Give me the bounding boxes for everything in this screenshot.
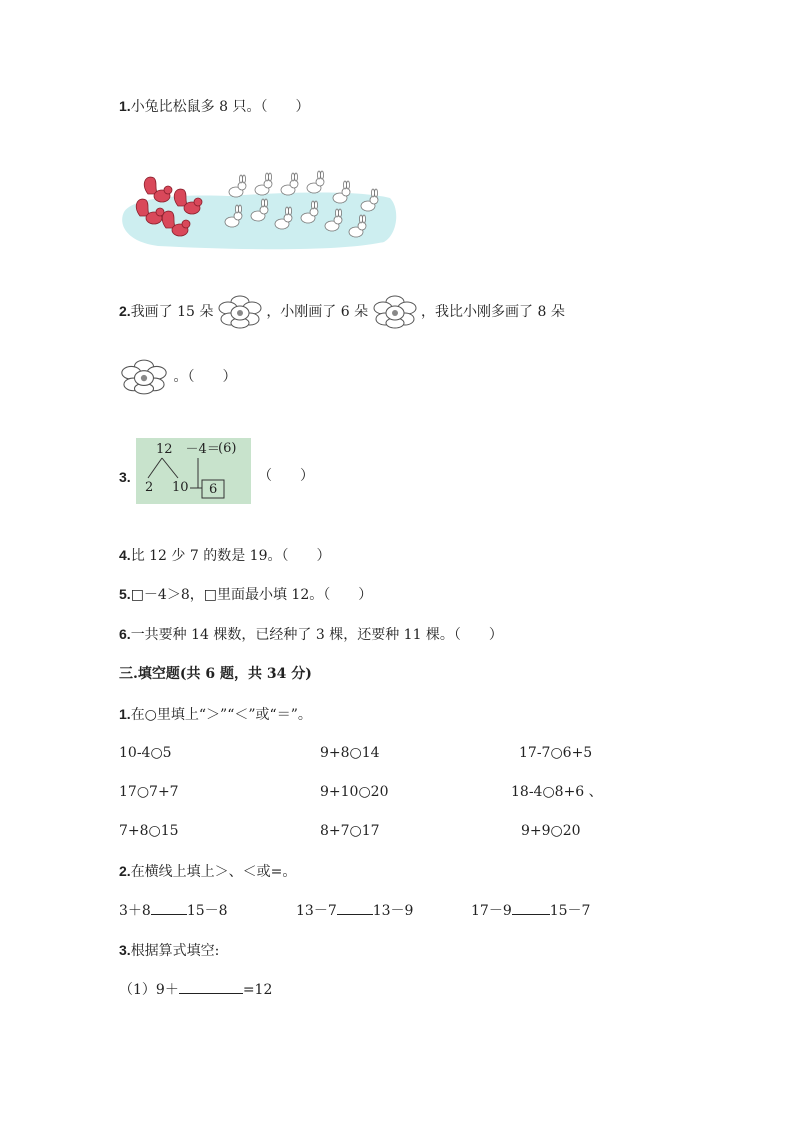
answer-blank[interactable] bbox=[337, 900, 373, 915]
question-text: ，我比小刚多画了 8 朵 bbox=[421, 304, 565, 320]
question-3-number: 3. bbox=[119, 469, 131, 485]
answer-paren: （ ） bbox=[258, 468, 314, 484]
diagram-result: (6) bbox=[218, 441, 237, 456]
compare-blank-item: 3＋8 15－8 bbox=[119, 900, 228, 921]
question-text: 一共要种 14 棵数，已经种了 3 棵，还要种 11 棵。（ ） bbox=[130, 627, 503, 643]
fill-question-1: 1.在○里填上“＞”“＜”或“＝”。 bbox=[119, 706, 312, 723]
compare-item: 7+8○15 bbox=[119, 823, 179, 839]
flower-icon bbox=[373, 294, 417, 330]
question-text: ，小刚画了 6 朵 bbox=[266, 304, 369, 320]
diagram-mid-part: 10 bbox=[172, 480, 189, 495]
squirrels-rabbits-illustration bbox=[118, 168, 398, 250]
question-text: 在○里填上“＞”“＜”或“＝”。 bbox=[130, 707, 312, 723]
flower-icon bbox=[119, 358, 169, 396]
question-2 bbox=[119, 294, 565, 330]
question-text: 比 12 少 7 的数是 19。（ ） bbox=[130, 548, 331, 564]
answer-blank[interactable] bbox=[151, 900, 187, 915]
fill-sub-question-1: （1）9＋ =12 bbox=[119, 979, 272, 1000]
compare-item: 9+10○20 bbox=[320, 784, 389, 800]
question-text: 在横线上填上＞、＜或=。 bbox=[130, 864, 297, 880]
compare-item: 17-7○6+5 bbox=[519, 745, 593, 761]
answer-blank[interactable] bbox=[512, 900, 550, 915]
compare-item: 17○7+7 bbox=[119, 784, 179, 800]
question-1 bbox=[119, 96, 310, 117]
question-text: 小兔比松鼠多 8 只。（ ） bbox=[130, 99, 310, 115]
compare-item: 10-4○5 bbox=[119, 745, 172, 761]
compare-item: 9+9○20 bbox=[521, 823, 581, 839]
compare-item: 8+7○17 bbox=[320, 823, 380, 839]
question-4: 4.比 12 少 7 的数是 19。（ ） bbox=[119, 547, 331, 564]
answer-blank[interactable] bbox=[179, 979, 243, 994]
diagram-box-value: 6 bbox=[209, 482, 218, 497]
compare-blank-item: 17－9 15－7 bbox=[471, 900, 590, 921]
compare-blank-item: 13－7 13－9 bbox=[296, 900, 413, 921]
compare-item: 9+8○14 bbox=[320, 745, 380, 761]
flower-icon bbox=[218, 294, 262, 330]
fill-question-3: 3.根据算式填空: bbox=[119, 942, 220, 959]
diagram-lines bbox=[136, 438, 251, 504]
question-text: 。（ ） bbox=[173, 369, 237, 385]
question-text: 根据算式填空: bbox=[130, 943, 220, 959]
question-number: 2. bbox=[119, 303, 131, 319]
question-6: 6.一共要种 14 棵数，已经种了 3 棵，还要种 11 棵。（ ） bbox=[119, 626, 503, 643]
diagram-expression: 12 －4＝ bbox=[156, 442, 220, 457]
compare-item: 18-4○8+6 、 bbox=[511, 784, 603, 800]
fill-question-2: 2.在横线上填上＞、＜或=。 bbox=[119, 863, 297, 880]
question-5: 5.□－4＞8，□里面最小填 12。（ ） bbox=[119, 586, 373, 603]
question-text: □－4＞8，□里面最小填 12。（ ） bbox=[130, 587, 373, 603]
diagram-left-part: 2 bbox=[145, 480, 154, 495]
question-number: 1. bbox=[119, 98, 131, 114]
question-2-continued bbox=[119, 358, 236, 396]
section-heading: 三.填空题(共 6 题，共 34 分) bbox=[119, 666, 312, 682]
decomposition-diagram bbox=[136, 438, 251, 504]
question-text: 我画了 15 朵 bbox=[130, 304, 214, 320]
